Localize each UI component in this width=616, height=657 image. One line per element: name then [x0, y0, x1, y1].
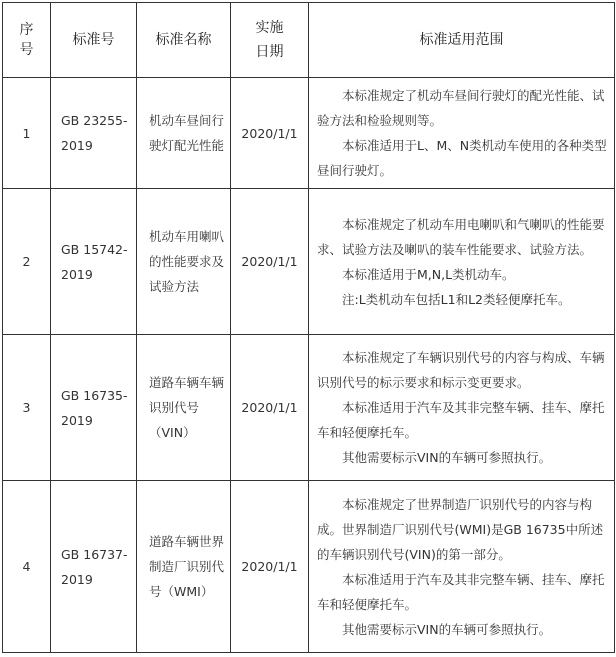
scope-paragraph: 本标准规定了机动车用电喇叭和气喇叭的性能要求、试验方法及喇叭的装车性能要求、试验方法。: [317, 216, 605, 257]
scope-paragraph: 本标准规定了机动车昼间行驶灯的配光性能、试验方法和检验规则等。: [317, 88, 605, 128]
scope-paragraph: 本标准规定了世界制造厂识别代号的内容与构成。世界制造厂识别代号(WMI)是GB 16735中所述的车辆识别代号(VIN)的第一部分。: [317, 496, 604, 562]
cell-standard-name: 道路车辆世界制造厂识别代号（WMI）: [137, 481, 231, 653]
cell-standard-code: GB 16735-2019: [51, 335, 137, 481]
cell-scope: [309, 189, 615, 335]
table-row: [3, 189, 615, 335]
cell-scope: [309, 335, 615, 481]
header-code: 标准号: [51, 3, 137, 78]
scope-paragraph: 本标准规定了车辆识别代号的内容与构成、车辆识别代号的标示要求和标示变更要求。: [317, 350, 605, 390]
scope-paragraph: 本标准适用于汽车及其非完整车辆、挂车、摩托车和轻便摩托车。: [317, 400, 605, 440]
cell-scope: [309, 481, 615, 653]
cell-standard-code: GB 23255-2019: [51, 78, 137, 189]
cell-effective-date: 2020/1/1: [231, 335, 309, 481]
cell-standard-code: GB 15742-2019: [51, 189, 137, 335]
header-name: 标准名称: [137, 3, 231, 78]
standards-table: [2, 2, 615, 653]
table-row: [3, 481, 615, 653]
header-date: [231, 3, 309, 78]
table-row: [3, 78, 615, 189]
scope-paragraph: 本标准适用于汽车及其非完整车辆、挂车、摩托车和轻便摩托车。: [317, 571, 605, 612]
cell-scope: [309, 78, 615, 189]
cell-seq: 3: [3, 335, 51, 481]
cell-standard-code: GB 16737-2019: [51, 481, 137, 653]
cell-effective-date: 2020/1/1: [231, 481, 309, 653]
header-date-label: 实施日期: [255, 20, 284, 60]
header-seq: [3, 3, 51, 78]
table-row: [3, 335, 615, 481]
cell-standard-name: 机动车用喇叭的性能要求及试验方法: [137, 189, 231, 335]
header-scope: 标准适用范围: [309, 3, 615, 78]
cell-effective-date: 2020/1/1: [231, 189, 309, 335]
cell-standard-name: 道路车辆车辆识别代号（VIN）: [137, 335, 231, 481]
scope-paragraph: 本标准适用于M,N,L类机动车。: [342, 266, 515, 282]
cell-effective-date: 2020/1/1: [231, 78, 309, 189]
cell-standard-name: 机动车昼间行驶灯配光性能: [137, 78, 231, 189]
cell-seq: 4: [3, 481, 51, 653]
cell-seq: 2: [3, 189, 51, 335]
scope-paragraph: 其他需要标示VIN的车辆可参照执行。: [342, 450, 552, 465]
scope-paragraph: 注:L类机动车包括L1和L2类轻便摩托车。: [342, 291, 571, 307]
header-seq-label: 序号: [19, 22, 34, 58]
scope-paragraph: 本标准适用于L、M、N类机动车使用的各种类型昼间行驶灯。: [317, 138, 607, 178]
table-header-row: [3, 3, 615, 78]
scope-paragraph: 其他需要标示VIN的车辆可参照执行。: [342, 621, 552, 637]
cell-seq: 1: [3, 78, 51, 189]
